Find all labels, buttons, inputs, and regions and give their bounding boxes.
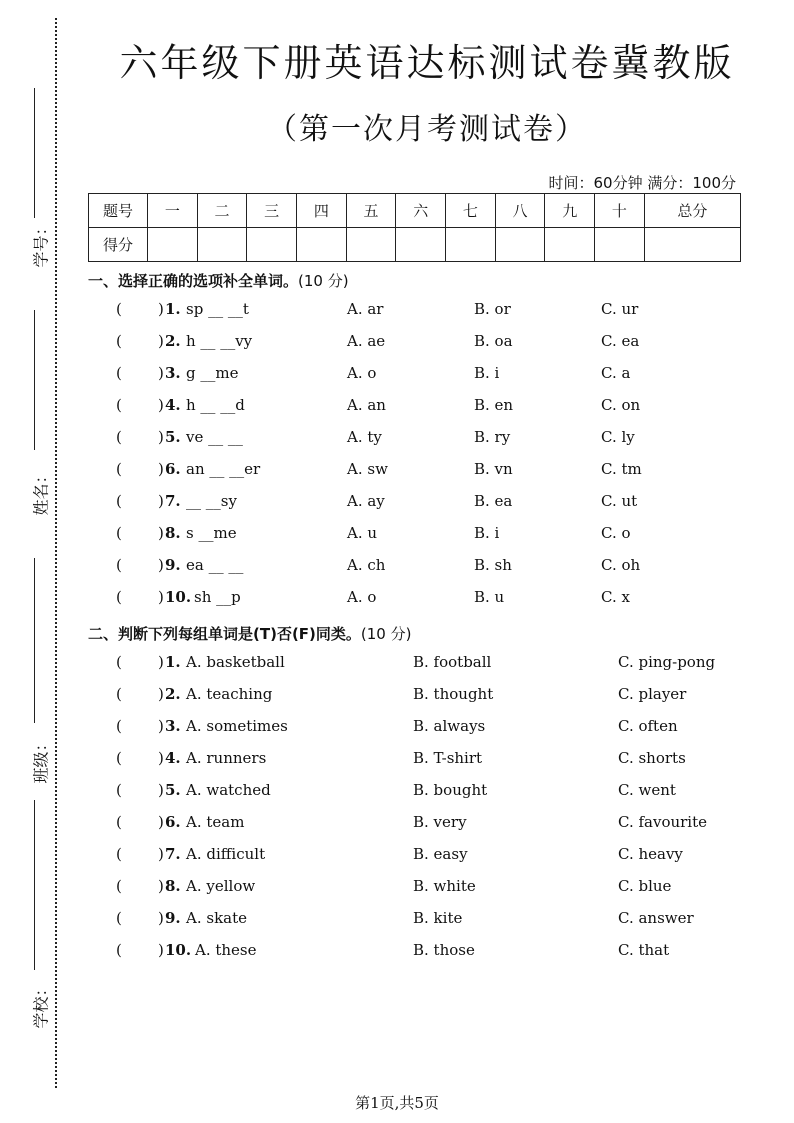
question-number: 9. bbox=[165, 556, 181, 574]
score-input-cell[interactable] bbox=[644, 228, 740, 262]
question-row bbox=[0, 685, 794, 709]
option-c: C. x bbox=[601, 588, 630, 606]
answer-paren-close: ) bbox=[158, 492, 164, 510]
question-row bbox=[0, 428, 794, 452]
option-a: A. these bbox=[195, 941, 257, 959]
option-c: C. blue bbox=[618, 877, 672, 895]
answer-paren-open: ( bbox=[116, 653, 122, 671]
option-b: B. those bbox=[413, 941, 475, 959]
section2-title bbox=[88, 623, 411, 644]
option-a: A. watched bbox=[186, 781, 271, 799]
score-table-header-cell: 九 bbox=[545, 194, 595, 228]
option-a: A. ay bbox=[347, 492, 385, 510]
option-b: B. T-shirt bbox=[413, 749, 483, 767]
option-b: B. sh bbox=[474, 556, 512, 574]
option-c: C. heavy bbox=[618, 845, 683, 863]
question-row bbox=[0, 332, 794, 356]
score-table-header-cell: 三 bbox=[247, 194, 297, 228]
answer-paren-open: ( bbox=[116, 556, 122, 574]
page-footer: 第1页,共5页 bbox=[355, 1094, 439, 1112]
section2-points: (10 分) bbox=[360, 625, 412, 643]
answer-paren-open: ( bbox=[116, 364, 122, 382]
option-b: B. en bbox=[474, 396, 514, 414]
question-number: 3. bbox=[165, 364, 181, 382]
score-table-header-row bbox=[89, 194, 741, 228]
question-row bbox=[0, 588, 794, 612]
score-table-header-cell: 十 bbox=[595, 194, 645, 228]
side-field-label: 姓名： bbox=[31, 467, 51, 516]
question-row bbox=[0, 396, 794, 420]
question-word: __ __sy bbox=[186, 492, 237, 510]
option-b: B. vn bbox=[474, 460, 513, 478]
answer-paren-open: ( bbox=[116, 909, 122, 927]
question-number: 7. bbox=[165, 492, 181, 510]
score-table-header-cell: 四 bbox=[297, 194, 347, 228]
option-c: C. often bbox=[618, 717, 678, 735]
option-b: B. u bbox=[474, 588, 505, 606]
score-table-header-cell: 五 bbox=[346, 194, 396, 228]
section2-title-text: 二、判断下列每组单词是(T)否(F)同类。 bbox=[88, 625, 361, 643]
question-row bbox=[0, 845, 794, 869]
option-c: C. o bbox=[601, 524, 631, 542]
option-a: A. o bbox=[347, 364, 377, 382]
answer-paren-close: ) bbox=[158, 588, 164, 606]
score-input-cell[interactable] bbox=[297, 228, 347, 262]
answer-paren-close: ) bbox=[158, 460, 164, 478]
time-score-info: 时间：60分钟 满分：100分 bbox=[548, 174, 736, 192]
question-number: 3. bbox=[165, 717, 181, 735]
question-number: 9. bbox=[165, 909, 181, 927]
score-input-cell[interactable] bbox=[247, 228, 297, 262]
question-number: 1. bbox=[165, 300, 181, 318]
option-a: A. o bbox=[347, 588, 377, 606]
option-c: C. that bbox=[618, 941, 670, 959]
option-a: A. u bbox=[347, 524, 378, 542]
option-a: A. skate bbox=[186, 909, 248, 927]
question-word: an __ __er bbox=[186, 460, 261, 478]
question-word: sh __p bbox=[194, 588, 241, 606]
option-b: B. easy bbox=[413, 845, 468, 863]
option-a: A. runners bbox=[186, 749, 267, 767]
option-a: A. an bbox=[347, 396, 386, 414]
answer-paren-open: ( bbox=[116, 845, 122, 863]
option-a: A. difficult bbox=[186, 845, 266, 863]
question-row bbox=[0, 524, 794, 548]
question-row bbox=[0, 877, 794, 901]
question-word: ea __ __ bbox=[186, 556, 244, 574]
option-b: B. oa bbox=[474, 332, 513, 350]
question-row bbox=[0, 653, 794, 677]
answer-paren-close: ) bbox=[158, 845, 164, 863]
answer-paren-open: ( bbox=[116, 492, 122, 510]
option-b: B. kite bbox=[413, 909, 463, 927]
question-word: ve __ __ bbox=[186, 428, 243, 446]
option-a: A. basketball bbox=[186, 653, 285, 671]
answer-paren-open: ( bbox=[116, 588, 122, 606]
option-c: C. ut bbox=[601, 492, 638, 510]
option-b: B. white bbox=[413, 877, 476, 895]
answer-paren-open: ( bbox=[116, 300, 122, 318]
section1-title bbox=[88, 270, 349, 291]
question-row bbox=[0, 460, 794, 484]
option-b: B. very bbox=[413, 813, 467, 831]
score-table-header-cell: 一 bbox=[148, 194, 198, 228]
answer-paren-open: ( bbox=[116, 332, 122, 350]
question-row bbox=[0, 781, 794, 805]
score-table-header-cell: 八 bbox=[495, 194, 545, 228]
answer-paren-close: ) bbox=[158, 556, 164, 574]
score-table-row-label: 得分 bbox=[89, 228, 148, 262]
answer-paren-open: ( bbox=[116, 685, 122, 703]
option-a: A. yellow bbox=[186, 877, 256, 895]
question-number: 6. bbox=[165, 813, 181, 831]
answer-paren-open: ( bbox=[116, 396, 122, 414]
answer-paren-close: ) bbox=[158, 717, 164, 735]
question-word: g __me bbox=[186, 364, 239, 382]
question-row bbox=[0, 717, 794, 741]
answer-paren-close: ) bbox=[158, 364, 164, 382]
score-input-cell[interactable] bbox=[446, 228, 496, 262]
option-b: B. i bbox=[474, 364, 500, 382]
question-row bbox=[0, 300, 794, 324]
answer-paren-open: ( bbox=[116, 877, 122, 895]
option-a: A. team bbox=[186, 813, 245, 831]
option-a: A. ae bbox=[347, 332, 386, 350]
answer-paren-close: ) bbox=[158, 428, 164, 446]
option-c: C. ping-pong bbox=[618, 653, 716, 671]
question-row bbox=[0, 749, 794, 773]
page-subtitle: （第一次月考测试卷） bbox=[267, 112, 587, 147]
section1-title-text: 一、选择正确的选项补全单词。 bbox=[88, 272, 299, 290]
answer-paren-close: ) bbox=[158, 813, 164, 831]
option-b: B. always bbox=[413, 717, 486, 735]
question-number: 8. bbox=[165, 524, 181, 542]
option-c: C. player bbox=[618, 685, 687, 703]
score-table-header-cell: 题号 bbox=[89, 194, 148, 228]
option-a: A. ch bbox=[347, 556, 386, 574]
option-b: B. ry bbox=[474, 428, 511, 446]
question-number: 7. bbox=[165, 845, 181, 863]
score-input-cell[interactable] bbox=[148, 228, 198, 262]
option-b: B. or bbox=[474, 300, 511, 318]
side-field-label: 学校： bbox=[31, 980, 51, 1029]
question-number: 5. bbox=[165, 428, 181, 446]
option-b: B. bought bbox=[413, 781, 488, 799]
score-table-header-cell: 总分 bbox=[644, 194, 740, 228]
answer-paren-close: ) bbox=[158, 653, 164, 671]
answer-paren-close: ) bbox=[158, 877, 164, 895]
score-table-score-row bbox=[89, 228, 741, 262]
option-b: B. football bbox=[413, 653, 492, 671]
option-c: C. oh bbox=[601, 556, 641, 574]
answer-paren-open: ( bbox=[116, 460, 122, 478]
answer-paren-open: ( bbox=[116, 813, 122, 831]
side-field-rule bbox=[34, 88, 35, 218]
question-number: 2. bbox=[165, 332, 181, 350]
side-field-label: 学号： bbox=[31, 219, 51, 268]
answer-paren-close: ) bbox=[158, 300, 164, 318]
option-a: A. ar bbox=[347, 300, 384, 318]
option-b: B. thought bbox=[413, 685, 494, 703]
question-row bbox=[0, 556, 794, 580]
answer-paren-open: ( bbox=[116, 524, 122, 542]
answer-paren-open: ( bbox=[116, 717, 122, 735]
side-field-label: 班级： bbox=[31, 735, 51, 784]
answer-paren-close: ) bbox=[158, 941, 164, 959]
question-word: s __me bbox=[186, 524, 237, 542]
score-input-cell[interactable] bbox=[495, 228, 545, 262]
score-table bbox=[88, 193, 741, 262]
option-c: C. ur bbox=[601, 300, 639, 318]
question-row bbox=[0, 492, 794, 516]
option-a: A. sw bbox=[347, 460, 388, 478]
option-c: C. answer bbox=[618, 909, 694, 927]
option-c: C. tm bbox=[601, 460, 642, 478]
option-b: B. i bbox=[474, 524, 500, 542]
question-word: h __ __d bbox=[186, 396, 245, 414]
question-word: sp __ __t bbox=[186, 300, 249, 318]
option-a: A. teaching bbox=[186, 685, 273, 703]
question-row bbox=[0, 364, 794, 388]
question-number: 8. bbox=[165, 877, 181, 895]
score-input-cell[interactable] bbox=[396, 228, 446, 262]
option-c: C. ly bbox=[601, 428, 635, 446]
option-c: C. on bbox=[601, 396, 641, 414]
question-number: 4. bbox=[165, 396, 181, 414]
question-word: h __ __vy bbox=[186, 332, 253, 350]
answer-paren-open: ( bbox=[116, 941, 122, 959]
question-row bbox=[0, 941, 794, 965]
question-number: 1. bbox=[165, 653, 181, 671]
answer-paren-close: ) bbox=[158, 524, 164, 542]
option-c: C. a bbox=[601, 364, 631, 382]
question-number: 10. bbox=[165, 941, 192, 959]
answer-paren-close: ) bbox=[158, 332, 164, 350]
score-input-cell[interactable] bbox=[197, 228, 247, 262]
answer-paren-close: ) bbox=[158, 909, 164, 927]
option-c: C. shorts bbox=[618, 749, 686, 767]
score-input-cell[interactable] bbox=[346, 228, 396, 262]
answer-paren-open: ( bbox=[116, 428, 122, 446]
option-b: B. ea bbox=[474, 492, 513, 510]
question-number: 5. bbox=[165, 781, 181, 799]
answer-paren-open: ( bbox=[116, 749, 122, 767]
question-number: 6. bbox=[165, 460, 181, 478]
answer-paren-close: ) bbox=[158, 749, 164, 767]
score-table-header-cell: 二 bbox=[197, 194, 247, 228]
question-row bbox=[0, 909, 794, 933]
option-c: C. went bbox=[618, 781, 676, 799]
option-c: C. ea bbox=[601, 332, 640, 350]
section1-points: (10 分) bbox=[298, 272, 349, 290]
answer-paren-close: ) bbox=[158, 685, 164, 703]
answer-paren-open: ( bbox=[116, 781, 122, 799]
answer-paren-close: ) bbox=[158, 396, 164, 414]
option-c: C. favourite bbox=[618, 813, 708, 831]
score-input-cell[interactable] bbox=[545, 228, 595, 262]
score-table-header-cell: 七 bbox=[446, 194, 496, 228]
option-a: A. ty bbox=[347, 428, 382, 446]
answer-paren-close: ) bbox=[158, 781, 164, 799]
option-a: A. sometimes bbox=[186, 717, 288, 735]
score-table-header-cell: 六 bbox=[396, 194, 446, 228]
question-row bbox=[0, 813, 794, 837]
question-number: 10. bbox=[165, 588, 192, 606]
score-input-cell[interactable] bbox=[595, 228, 645, 262]
page-title: 六年级下册英语达标测试卷冀教版 bbox=[119, 41, 735, 85]
question-number: 4. bbox=[165, 749, 181, 767]
question-number: 2. bbox=[165, 685, 181, 703]
